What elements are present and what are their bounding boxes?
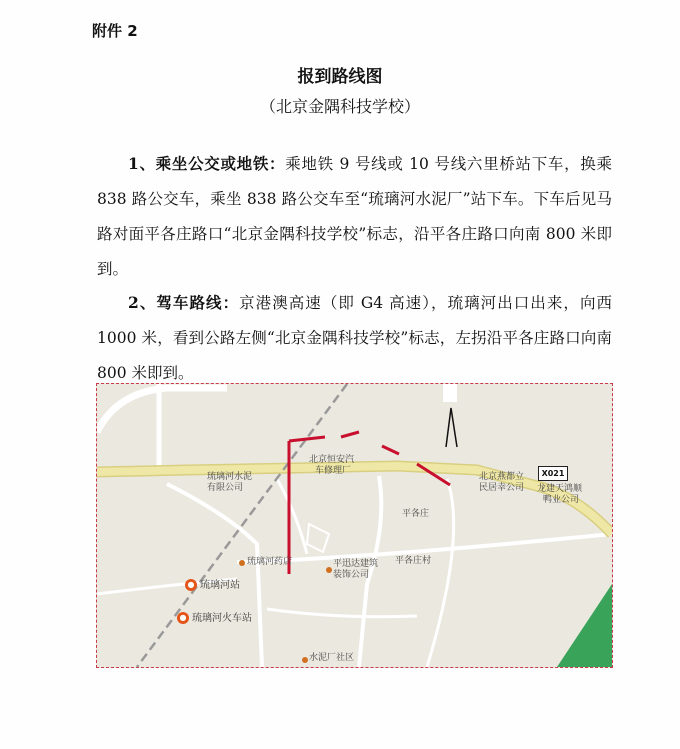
liulihe-train-station-icon: ● bbox=[177, 612, 189, 624]
label-yandu bbox=[479, 472, 524, 494]
label-hengan-repair-line1: 北京恒安汽 bbox=[309, 455, 355, 465]
route-map-graphics bbox=[97, 384, 612, 667]
label-longjian-line1: 龙建天鸿顺 bbox=[537, 484, 583, 494]
poi-community-icon bbox=[302, 657, 308, 663]
map-minor-road bbox=[307, 524, 329, 552]
label-hengan-repair-line2: 车修理厂 bbox=[315, 466, 352, 476]
section-driving bbox=[97, 285, 612, 391]
route-line-dashed bbox=[341, 432, 359, 437]
label-pingxunda-line2: 装饰公司 bbox=[333, 570, 370, 580]
map-minor-road bbox=[167, 484, 262, 667]
section-public-transit bbox=[97, 146, 612, 287]
poi-pingxunda-icon bbox=[326, 567, 332, 573]
label-cement-company-line2: 有限公司 bbox=[207, 483, 244, 493]
map-railway bbox=[137, 384, 347, 667]
label-pingxunda bbox=[333, 559, 378, 581]
label-pharmacy: 琉璃河药店 bbox=[247, 557, 293, 567]
route-map bbox=[96, 383, 613, 668]
map-green-area bbox=[557, 584, 612, 667]
section-public-transit-text: 乘地铁 9 号线或 10 号线六里桥站下车，换乘 838 路公交车，乘坐 838 路公交车至“琉璃河水泥厂”站下车。下车后见马路对面平各庄路口“北京金隅科技学校”标志，沿平各庄路口向南 800 米即到。 bbox=[97, 155, 612, 278]
label-longjian bbox=[537, 484, 582, 506]
label-liulihe-station: 琉璃河站 bbox=[200, 580, 240, 591]
poi-pharmacy-icon bbox=[239, 560, 245, 566]
label-cement-community: 水泥厂社区 bbox=[309, 653, 355, 663]
attachment-label: 附件 2 bbox=[92, 22, 138, 40]
label-cement-company-line1: 琉璃河水泥 bbox=[207, 472, 253, 482]
label-cement-company bbox=[207, 472, 252, 494]
section-driving-text: 京港澳高速（即 G4 高速），琉璃河出口出来，向西 1000 米，看到公路左侧“北京金隅科技学校”标志，左拐沿平各庄路口向南 800 米即到。 bbox=[97, 294, 612, 382]
map-minor-road bbox=[277, 479, 307, 554]
section-driving-lead: 2、驾车路线： bbox=[128, 293, 240, 312]
label-hengan-repair bbox=[309, 455, 354, 477]
label-pingxunda-line1: 平迅达建筑 bbox=[333, 559, 379, 569]
page-subtitle: （北京金隅科技学校） bbox=[259, 97, 420, 116]
label-yandu-line1: 北京燕都立 bbox=[479, 472, 525, 482]
map-main-road bbox=[97, 466, 612, 534]
route-line-dashed bbox=[382, 446, 399, 454]
liulihe-station-icon: ● bbox=[185, 579, 197, 591]
label-longjian-line2: 鸭业公司 bbox=[543, 495, 580, 505]
section-public-transit-lead: 1、乘坐公交或地铁： bbox=[128, 154, 286, 173]
route-line-north bbox=[289, 437, 325, 441]
north-marker bbox=[443, 384, 457, 402]
north-arrow bbox=[446, 408, 457, 447]
map-minor-road bbox=[97, 388, 227, 432]
label-pinggezhuang-village: 平各庄村 bbox=[395, 556, 432, 566]
map-minor-road bbox=[427, 479, 454, 667]
label-liulihe-train-station: 琉璃河火车站 bbox=[192, 613, 252, 624]
label-pinggezhuang: 平各庄 bbox=[402, 509, 430, 519]
label-yandu-line2: 民居幸公司 bbox=[479, 483, 525, 493]
highway-shield: X021 bbox=[538, 466, 568, 481]
page-title: 报到路线图 bbox=[297, 67, 383, 87]
map-minor-road bbox=[267, 609, 417, 617]
map-main-road-fill bbox=[97, 466, 612, 534]
